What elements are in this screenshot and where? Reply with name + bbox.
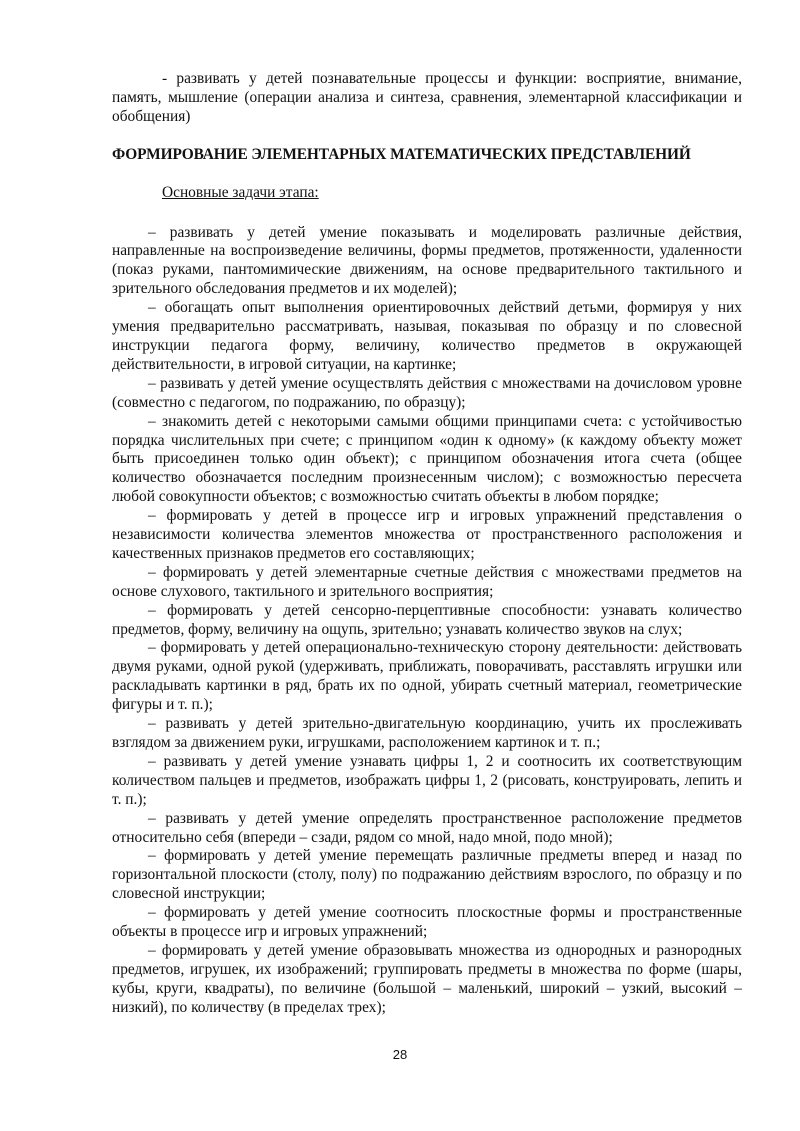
list-item: – знакомить детей с некоторыми самыми общими принципами счета: с устойчивостью порядка числительных при счете; с принципом «один к одному» (к каждому объекту может быть присоединен только один объект); с принципом обозначения итога счета (общее количество обозначается последним произнесенным числом); с возможностью пересчета любой совокупности объектов; с возможностью считать объекты в любом порядке; — [112, 412, 742, 506]
list-item: – формировать у детей сенсорно-перцептивные способности: узнавать количество предметов, форму, величину на ощупь, зрительно; узнавать количество звуков на слух; — [112, 601, 742, 638]
list-item: – формировать у детей элементарные счетные действия с множествами предметов на основе слухового, тактильного и зрительного восприятия; — [112, 563, 742, 600]
list-item: – развивать у детей зрительно-двигательную координацию, учить их прослеживать взглядом за движением руки, игрушками, расположением картинок и т. п.; — [112, 715, 742, 751]
list-item: – формировать у детей в процессе игр и игровых упражнений представления о независимости количества элементов множества от пространственного расположения и качественных признаков предметов его составляющих; — [112, 507, 742, 562]
list-item: – формировать у детей умение соотносить плоскостные формы и пространственные объекты в процессе игр и игровых упражнений; — [112, 904, 742, 941]
list-item: – формировать у детей умение образовывать множества из однородных и разнородных предметов, игрушек, их изображений; группировать предметы в множества по форме (шары, кубы, круги, квадраты), по величине (большой – маленький, широкий – узкий, высокий – низкий), по количеству (в пределах трех); — [112, 941, 742, 1016]
list-item: – развивать у детей умение узнавать цифры 1, 2 и соотносить их соответствующим количеством пальцев и предметов, изображать цифры 1, 2 (рисовать, конструировать, лепить и т. п.); — [112, 752, 742, 808]
section-heading: ФОРМИРОВАНИЕ ЭЛЕМЕНТАРНЫХ МАТЕМАТИЧЕСКИХ ПРЕДСТАВЛЕНИЙ — [112, 145, 691, 163]
subheading: Основные задачи этапа: — [162, 183, 319, 201]
intro-paragraph: - развивать у детей познавательные процессы и функции: восприятие, внимание, память, мышление (операции анализа и синтеза, сравнения, элементарной классификации и обобщения) — [112, 70, 742, 125]
document-page — [112, 70, 742, 1018]
list-item: – развивать у детей умение осуществлять действия с множествами на дочисловом уровне (совместно с педагогом, по подражанию, по образцу); — [112, 374, 742, 411]
page-number: 28 — [392, 1047, 408, 1062]
list-item: – развивать у детей умение определять пространственное расположение предметов относительно себя (впереди – сзади, рядом со мной, надо мной, подо мной); — [112, 809, 742, 846]
list-item: – формировать у детей умение перемещать различные предметы вперед и назад по горизонтальной плоскости (столу, полу) по подражанию действиям взрослого, по образцу и по словесной инструкции; — [112, 847, 742, 903]
list-item: – развивать у детей умение показывать и моделировать различные действия, направленные на воспроизведение величины, формы предметов, протяженности, удаленности (показ руками, пантомимические движениям, на основе предварительного тактильного и зрительного обследования предметов и их моделей); — [112, 223, 742, 298]
list-item: – обогащать опыт выполнения ориентировочных действий детьми, формируя у них умения предварительно рассматривать, называя, показывая по образцу и по словесной инструкции педагога форму, величину, количество предметов в окружающей действительности, в игровой ситуации, на картинке; — [112, 299, 742, 373]
list-item: – формировать у детей операционально-техническую сторону деятельности: действовать двумя руками, одной рукой (удерживать, приближать, поворачивать, расставлять игрушки или раскладывать картинки в ряд, брать их по одной, убирать счетный материал, геометрические фигуры и т. п.); — [112, 639, 742, 714]
